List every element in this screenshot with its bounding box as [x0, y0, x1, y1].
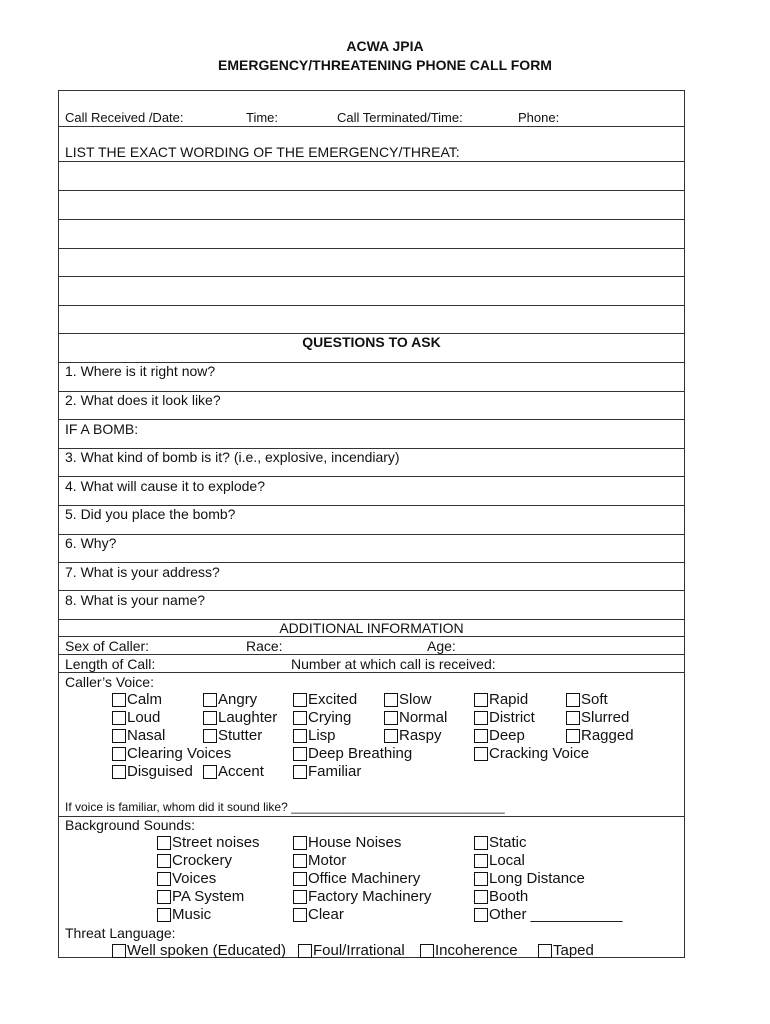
voice-option[interactable]: District: [474, 710, 535, 725]
divider: [59, 126, 684, 127]
background-option[interactable]: Static: [474, 835, 527, 850]
question-item: 4. What will cause it to explode?: [65, 478, 265, 494]
voice-option[interactable]: Disguised: [112, 764, 193, 779]
checkbox[interactable]: [474, 872, 488, 886]
checkbox[interactable]: [293, 765, 307, 779]
voice-option[interactable]: Loud: [112, 710, 160, 725]
checkbox[interactable]: [293, 836, 307, 850]
voice-option[interactable]: Nasal: [112, 728, 165, 743]
age-label: Age:: [427, 638, 456, 654]
checkbox[interactable]: [112, 747, 126, 761]
voice-option[interactable]: Stutter: [203, 728, 262, 743]
voice-option[interactable]: Raspy: [384, 728, 442, 743]
checkbox[interactable]: [112, 711, 126, 725]
divider: [59, 161, 684, 162]
voice-option[interactable]: Crying: [293, 710, 351, 725]
question-item: 5. Did you place the bomb?: [65, 506, 236, 522]
length-label: Length of Call:: [65, 656, 156, 672]
checkbox[interactable]: [112, 693, 126, 707]
questions-heading: QUESTIONS TO ASK: [302, 334, 441, 350]
question-item: 7. What is your address?: [65, 564, 220, 580]
question-item: 2. What does it look like?: [65, 392, 221, 408]
divider: [59, 636, 684, 637]
checkbox[interactable]: [474, 747, 488, 761]
checkbox[interactable]: [384, 711, 398, 725]
threat-option[interactable]: Foul/Irrational: [298, 943, 405, 958]
checkbox[interactable]: [420, 944, 434, 958]
checkbox[interactable]: [298, 944, 312, 958]
wording-line[interactable]: [59, 276, 684, 277]
divider: [59, 654, 684, 655]
question-item: 8. What is your name?: [65, 592, 206, 608]
familiar-question: If voice is familiar, whom did it sound like? ________________________________: [65, 800, 505, 814]
voice-option[interactable]: Excited: [293, 692, 357, 707]
checkbox[interactable]: [384, 693, 398, 707]
background-option[interactable]: Other ___________: [474, 907, 622, 922]
checkbox[interactable]: [474, 854, 488, 868]
question-item: 1. Where is it right now?: [65, 363, 216, 379]
checkbox[interactable]: [474, 890, 488, 904]
checkbox[interactable]: [157, 836, 171, 850]
checkbox[interactable]: [157, 908, 171, 922]
phone-call-form: [58, 90, 685, 958]
background-label: Background Sounds:: [65, 817, 195, 833]
background-option[interactable]: Local: [474, 853, 525, 868]
threat-label: Threat Language:: [65, 925, 176, 941]
voice-option[interactable]: Slurred: [566, 710, 629, 725]
checkbox[interactable]: [293, 729, 307, 743]
threat-option[interactable]: Taped: [538, 943, 594, 958]
checkbox[interactable]: [474, 729, 488, 743]
checkbox[interactable]: [112, 944, 126, 958]
background-option[interactable]: House Noises: [293, 835, 401, 850]
wording-label: LIST THE EXACT WORDING OF THE EMERGENCY/THREAT:: [65, 144, 460, 160]
question-item: 3. What kind of bomb is it? (i.e., explosive, incendiary): [65, 449, 400, 465]
voice-option[interactable]: Normal: [384, 710, 447, 725]
checkbox[interactable]: [384, 729, 398, 743]
question-item: 6. Why?: [65, 535, 117, 551]
background-option[interactable]: Crockery: [157, 853, 232, 868]
threat-option[interactable]: Incoherence: [420, 943, 518, 958]
checkbox[interactable]: [157, 854, 171, 868]
voice-option[interactable]: Familiar: [293, 764, 361, 779]
checkbox[interactable]: [538, 944, 552, 958]
divider: [59, 534, 684, 535]
time-label: Time:: [246, 110, 279, 125]
checkbox[interactable]: [566, 711, 580, 725]
voice-option[interactable]: Ragged: [566, 728, 634, 743]
voice-option[interactable]: Deep Breathing: [293, 746, 412, 761]
wording-line[interactable]: [59, 190, 684, 191]
checkbox[interactable]: [203, 729, 217, 743]
org-title: ACWA JPIA: [346, 38, 424, 54]
checkbox[interactable]: [203, 693, 217, 707]
background-option[interactable]: Music: [157, 907, 211, 922]
checkbox[interactable]: [293, 711, 307, 725]
voice-option[interactable]: Slow: [384, 692, 432, 707]
checkbox[interactable]: [474, 908, 488, 922]
voice-option[interactable]: Cracking Voice: [474, 746, 589, 761]
voice-option[interactable]: Angry: [203, 692, 257, 707]
voice-option[interactable]: Lisp: [293, 728, 336, 743]
background-option[interactable]: Street noises: [157, 835, 260, 850]
divider: [59, 419, 684, 420]
background-option[interactable]: PA System: [157, 889, 244, 904]
call-terminated-label: Call Terminated/Time:: [337, 110, 463, 125]
background-option[interactable]: Motor: [293, 853, 346, 868]
checkbox[interactable]: [293, 890, 307, 904]
voice-label: Caller’s Voice:: [65, 674, 154, 690]
divider: [59, 672, 684, 673]
sex-label: Sex of Caller:: [65, 638, 150, 654]
checkbox[interactable]: [157, 890, 171, 904]
background-option[interactable]: Booth: [474, 889, 528, 904]
checkbox[interactable]: [566, 729, 580, 743]
additional-heading: ADDITIONAL INFORMATION: [279, 620, 464, 636]
checkbox[interactable]: [157, 872, 171, 886]
checkbox[interactable]: [474, 693, 488, 707]
wording-line[interactable]: [59, 248, 684, 249]
checkbox[interactable]: [293, 854, 307, 868]
call-received-label: Call Received /Date:: [65, 110, 184, 125]
background-option[interactable]: Clear: [293, 907, 344, 922]
question-item: IF A BOMB:: [65, 421, 139, 437]
voice-option[interactable]: Soft: [566, 692, 608, 707]
checkbox[interactable]: [293, 747, 307, 761]
threat-option[interactable]: Well spoken (Educated): [112, 943, 286, 958]
voice-option[interactable]: Accent: [203, 764, 264, 779]
background-option[interactable]: Factory Machinery: [293, 889, 431, 904]
background-option[interactable]: Voices: [157, 871, 216, 886]
checkbox[interactable]: [112, 729, 126, 743]
checkbox[interactable]: [203, 765, 217, 779]
checkbox[interactable]: [112, 765, 126, 779]
phone-label: Phone:: [518, 110, 560, 125]
checkbox[interactable]: [566, 693, 580, 707]
voice-option[interactable]: Deep: [474, 728, 525, 743]
checkbox[interactable]: [293, 872, 307, 886]
voice-option[interactable]: Clearing Voices: [112, 746, 231, 761]
checkbox[interactable]: [293, 908, 307, 922]
divider: [59, 590, 684, 591]
wording-line[interactable]: [59, 305, 684, 306]
number-label: Number at which call is received:: [291, 656, 496, 672]
background-option[interactable]: Long Distance: [474, 871, 585, 886]
divider: [59, 476, 684, 477]
background-option[interactable]: Office Machinery: [293, 871, 420, 886]
checkbox[interactable]: [474, 836, 488, 850]
voice-option[interactable]: Rapid: [474, 692, 528, 707]
divider: [59, 562, 684, 563]
race-label: Race:: [246, 638, 283, 654]
checkbox[interactable]: [203, 711, 217, 725]
wording-line[interactable]: [59, 219, 684, 220]
checkbox[interactable]: [293, 693, 307, 707]
checkbox[interactable]: [474, 711, 488, 725]
form-title: EMERGENCY/THREATENING PHONE CALL FORM: [218, 57, 552, 73]
voice-option[interactable]: Laughter: [203, 710, 277, 725]
voice-option[interactable]: Calm: [112, 692, 162, 707]
